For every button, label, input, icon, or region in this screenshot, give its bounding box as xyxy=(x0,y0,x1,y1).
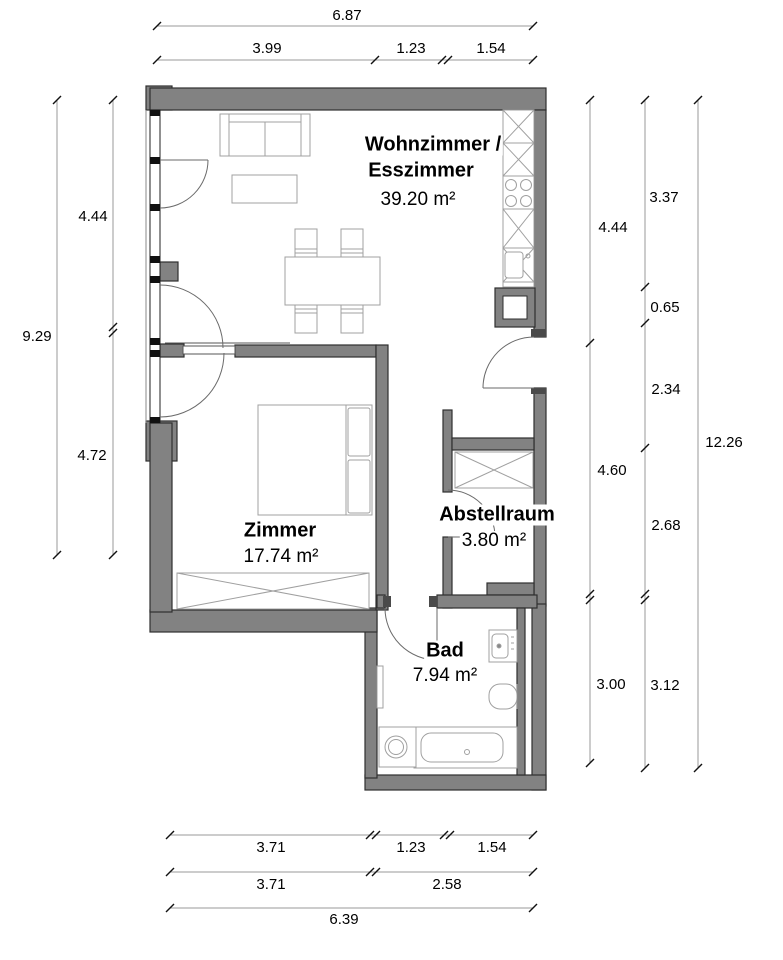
dim-right2-d: 2.68 xyxy=(651,517,681,535)
duct-shaft xyxy=(495,288,535,327)
dim-left-b: 4.72 xyxy=(77,447,107,465)
dim-top-a: 3.99 xyxy=(252,40,282,58)
dim-top-b: 1.23 xyxy=(396,40,426,58)
dim-left-total: 9.29 xyxy=(22,328,52,346)
sofa-icon xyxy=(220,114,310,156)
room-area-storage: 3.80 m² xyxy=(461,530,527,552)
dim-bottom2-b: 2.58 xyxy=(432,876,462,894)
entry-door-swing xyxy=(483,337,534,388)
dim-right2-b: 0.65 xyxy=(650,299,680,317)
dim-top-c: 1.54 xyxy=(476,40,506,58)
dim-right1-b: 4.60 xyxy=(597,462,627,480)
toilet-icon xyxy=(489,684,517,709)
dim-right1-c: 3.00 xyxy=(596,676,626,694)
balcony-door-swing-3 xyxy=(160,353,224,417)
room-area-bathroom: 7.94 m² xyxy=(412,665,478,687)
dim-right-total: 12.26 xyxy=(705,434,743,452)
room-label-living-line1: Wohnzimmer / xyxy=(364,133,502,156)
room-label-bathroom: Bad xyxy=(426,639,464,662)
bed-icon xyxy=(258,405,372,515)
dim-bottom1-b: 1.23 xyxy=(396,839,426,857)
dim-bottom2-a: 3.71 xyxy=(256,876,286,894)
dining-table-icon xyxy=(285,229,380,333)
storage-shelf-icon xyxy=(455,452,533,488)
bathroom-sink-icon xyxy=(489,630,517,662)
dim-right2-e: 3.12 xyxy=(650,677,680,695)
wardrobe-icon xyxy=(177,573,369,609)
dim-bottom1-c: 1.54 xyxy=(477,839,507,857)
dim-bottom-total: 6.39 xyxy=(329,911,359,929)
room-area-living: 39.20 m² xyxy=(380,189,456,211)
room-area-bedroom: 17.74 m² xyxy=(243,546,319,568)
washing-machine-icon xyxy=(379,727,416,767)
balcony-door-swing-2 xyxy=(160,285,223,348)
dim-right2-a: 3.37 xyxy=(649,189,679,207)
dim-left-a: 4.44 xyxy=(78,208,108,226)
room-label-bedroom: Zimmer xyxy=(243,519,317,542)
bathtub-icon xyxy=(414,727,517,768)
dim-top-total: 6.87 xyxy=(332,7,362,25)
dim-right2-c: 2.34 xyxy=(651,381,681,399)
balcony-door-swing-1 xyxy=(160,160,208,208)
radiator-icon xyxy=(377,666,383,708)
room-label-storage: Abstellraum xyxy=(439,503,555,526)
dim-right1-a: 4.44 xyxy=(598,219,628,237)
dim-bottom1-a: 3.71 xyxy=(256,839,286,857)
room-label-living-line2: Esszimmer xyxy=(368,159,474,182)
coffee-table-icon xyxy=(232,175,297,203)
window-band xyxy=(146,110,160,423)
